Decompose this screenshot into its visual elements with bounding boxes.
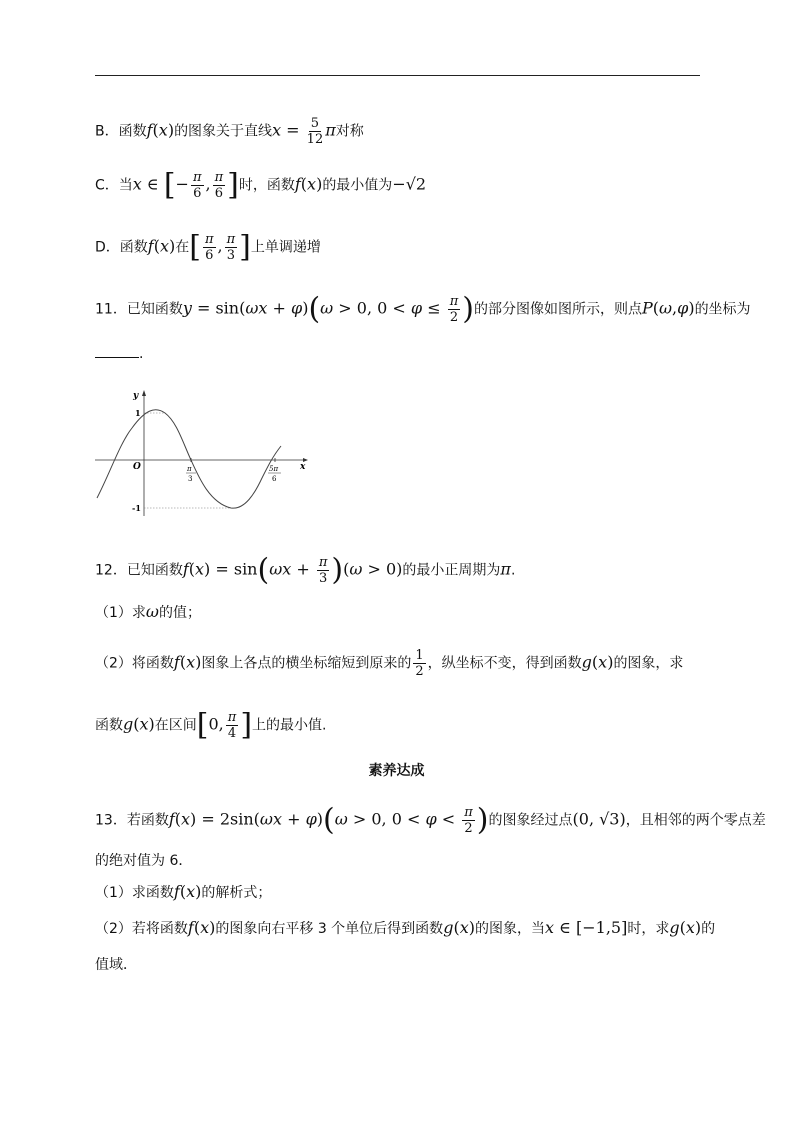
- option-b-mid: 的图象关于直线: [174, 123, 273, 140]
- option-d-mid: 在: [175, 239, 190, 256]
- question-13: 13．若函数f(x) = 2sin(ωx + φ)(ω > 0, 0 < φ < $\frac{\pi}{2}$ )的图象经过点(0, √3)，且相邻的两个零点差: [95, 802, 766, 838]
- answer-blank: [95, 356, 139, 358]
- option-b-end: 对称: [335, 123, 364, 140]
- fraction: $\frac{\pi}{3}$: [318, 555, 328, 586]
- q13-mid: 的图象经过点: [488, 812, 573, 829]
- q12-part2-c: ，纵坐标不变，得到函数: [427, 655, 582, 672]
- q12-prefix: 12．已知函数: [95, 562, 183, 579]
- option-c-label: C．当: [95, 177, 133, 194]
- q13-part1-label: （1）求函数: [95, 885, 174, 901]
- q12-period: .: [510, 562, 516, 579]
- q13-part2: （2）若将函数f(x)的图象向右平移 3 个单位后得到函数g(x)的图象，当x ∈ [−1,5]时，求g(x)的: [95, 918, 716, 937]
- origin-label: O: [133, 462, 141, 472]
- y-axis-arrow: [142, 390, 146, 396]
- q11-end: 的坐标为: [694, 301, 751, 318]
- q12-part2-g: 上的最小值.: [252, 717, 327, 734]
- fraction: $\frac{\pi}{6}$: [214, 170, 224, 201]
- q12-end: 的最小正周期为: [402, 562, 501, 579]
- q11-period: .: [139, 346, 144, 362]
- sine-graph: [95, 388, 310, 516]
- fraction: $\frac{\pi}{6}$: [192, 170, 202, 201]
- q12-part2-cont: 函数g(x)在区间[0, $\frac{\pi}{4}$ ]上的最小值.: [95, 707, 327, 743]
- header-rule: [95, 75, 700, 76]
- q13-part2-c: 的图象，当: [474, 921, 545, 937]
- sine-curve: [97, 410, 281, 508]
- question-12: 12．已知函数f(x) = sin(ωx + $\frac{\pi}{3}$ )(ω > 0)的最小正周期为π.: [95, 552, 516, 588]
- fraction: $\frac{1}{2}$: [415, 648, 424, 679]
- tick1-denominator: 3: [188, 475, 193, 483]
- y-min-label: -1: [132, 503, 141, 513]
- question-11: 11．已知函数y = sin(ωx + φ)(ω > 0, 0 < φ ≤ $\frac{\pi}{2}$ )的部分图像如图所示，则点P(ω,φ)的坐标为: [95, 291, 751, 327]
- q13-part2-a: （2）若将函数: [95, 921, 188, 937]
- tick1-numerator: π: [187, 465, 192, 473]
- q12-part2-b: 图象上各点的横坐标缩短到原来的: [201, 655, 412, 672]
- q12-part1-label: （1）求: [95, 605, 146, 621]
- q12-part2: （2）将函数f(x)图象上各点的横坐标缩短到原来的 $\frac{1}{2}$ ，纵坐标不变，得到函数g(x)的图象，求: [95, 648, 684, 679]
- q13-part2-b: 的图象向右平移 3 个单位后得到函数: [215, 921, 444, 937]
- q13-part2-d: 时，求: [627, 921, 670, 937]
- q13-part1: （1）求函数f(x)的解析式；: [95, 882, 272, 901]
- q11-mid: 的部分图像如图所示，则点: [473, 301, 642, 318]
- q13-end: ，且相邻的两个零点差: [625, 812, 766, 829]
- option-d: D．函数f(x)在[ $\frac{\pi}{6}$ , $\frac{\pi}{3}$ ]上单调递增: [95, 229, 321, 265]
- answer-blank-line: [95, 344, 143, 364]
- q13-part1-end: 的解析式；: [201, 885, 272, 901]
- tick2-numerator: 5π: [269, 465, 279, 473]
- option-c-end: 的最小值为: [322, 177, 393, 194]
- option-d-end: 上单调递增: [250, 239, 321, 256]
- fraction: $\frac{\pi}{3}$: [226, 232, 236, 263]
- fraction: $\frac{\pi}{2}$: [449, 294, 459, 325]
- q12-part2-f: 在区间: [154, 717, 197, 734]
- fraction: $\frac{5}{12}$: [306, 116, 324, 147]
- option-b-label: B．函数: [95, 123, 147, 140]
- q13-prefix: 13．若函数: [95, 812, 169, 829]
- x-axis-label: x: [300, 462, 306, 472]
- q12-part2-a: （2）将函数: [95, 655, 174, 672]
- option-d-label: D．函数: [95, 239, 148, 256]
- option-c-mid: 时，函数: [238, 177, 295, 194]
- q12-part2-d: 的图象，求: [613, 655, 684, 672]
- q12-part1: （1）求ω的值；: [95, 602, 201, 621]
- q13-line2: 的绝对值为 6．: [95, 853, 193, 869]
- y-axis-label: y: [133, 391, 139, 401]
- y-max-label: 1: [135, 408, 141, 418]
- fraction: $\frac{\pi}{2}$: [464, 805, 473, 836]
- fraction: $\frac{\pi}{6}$: [204, 232, 214, 263]
- option-c: C．当x ∈ [− $\frac{\pi}{6}$ , $\frac{\pi}{6}$ ]时，函数f(x)的最小值为−√2: [95, 167, 427, 203]
- option-b: B．函数f(x)的图象关于直线x = $\frac{5}{12}$ π对称: [95, 116, 364, 147]
- q12-part2-e: 函数: [95, 717, 123, 734]
- tick2-denominator: 6: [272, 475, 277, 483]
- q12-part1-end: 的值；: [158, 605, 201, 621]
- section-title: 素养达成: [368, 763, 425, 779]
- q11-prefix: 11．已知函数: [95, 301, 183, 318]
- fraction: $\frac{\pi}{4}$: [227, 710, 237, 741]
- q13-part2-e: 的: [701, 921, 716, 937]
- q13-last-line: 值域．: [95, 957, 137, 973]
